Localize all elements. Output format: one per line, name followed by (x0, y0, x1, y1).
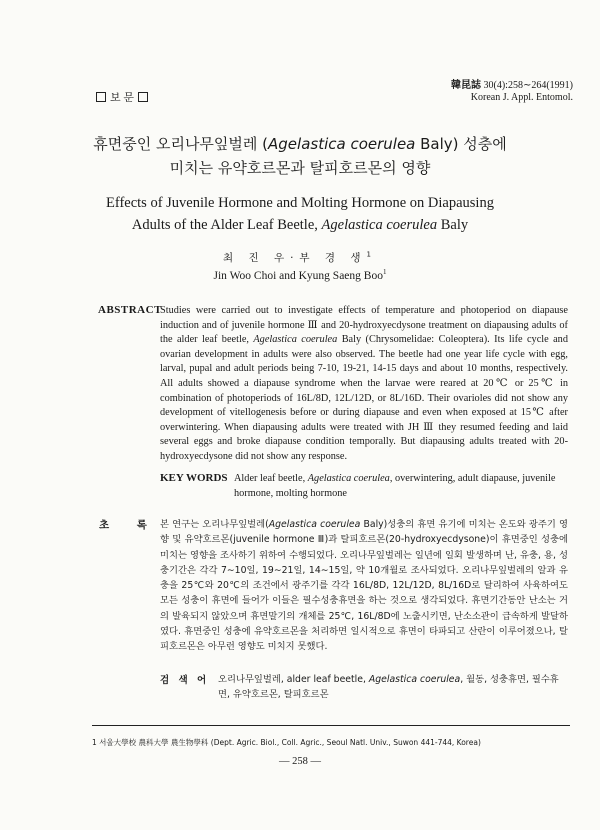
korean-keywords-label: 검 색 어 (160, 675, 210, 686)
abstract-label: ABSTRACT (98, 304, 162, 316)
authors-english (40, 268, 560, 282)
authors-en-affil-mark: 1 (382, 268, 387, 276)
title-korean (40, 132, 560, 180)
page-number: — 258 — (279, 756, 321, 767)
title-en-line2-post: Baly (437, 217, 469, 233)
korean-abstract-part2: Baly)성충의 휴면 유기에 미치는 온도와 광주기 영향 및 유약호르몬(juvenile hormone Ⅲ)과 탈피호르몬(20-hydroxyecdysone)이 휴면중인 성충에 미치는 영향을 조사하기 위하여 수행되었다. 오리나무잎벌레는 일년에 일회 발생하며 난, 유충, 용, 성충기간은 각각 7∼10일, 19∼21일, 14∼15일, 약 10개월로 조사되었다. 오리나무잎벌레의 알과 유충을 25℃와 20℃의 조건에서 광주기를 각각 16L/8D, 12L/12D, 8L/16D로 달리하여 사육하여도 모든 성충이 휴면에 들어가 이들은 필수성충휴면을 하는 것으로 생각되었다. 휴면기간동안 난소는 거의 발육되지 않았으며 휴면말기의 개체를 25℃, 16L/8D에 노출시키면, 난소소관이 급속하게 발달하였다. 휴면중인 성충에 유약호르몬을 처리하면 일시적으로 휴면이 타파되고 산란이 이루어졌으나, 탈피호르몬은 아무런 영향도 미치지 못했다. (160, 519, 569, 653)
keywords-species: Agelastica coerulea (307, 473, 390, 484)
journal-citation (451, 80, 573, 104)
title-en-line1: Effects of Juvenile Hormone and Molting Hormone on Diapausing (106, 195, 494, 211)
korean-keywords-pre: 오리나무잎벌레, alder leaf beetle, (218, 674, 369, 685)
title-en-line2-pre: Adults of the Alder Leaf Beetle, (131, 217, 322, 233)
abstract-species: Agelastica coerulea (253, 334, 338, 346)
footnote: 1 서울大學校 農科大學 農生物學科 (Dept. Agric. Biol., Coll. Agric., Seoul Natl. Univ., Suwon 441-744, Korea) (92, 738, 481, 747)
keywords-post: , overwintering, adult diapause, juvenile hormone, molting hormone (234, 473, 556, 499)
keywords-text (234, 472, 568, 501)
abstract-part2: Baly (Chrysomelidae: Coleoptera). Its life cycle and ovarian development in adults were also observed. The beetle had one year life cycle with egg, larval, pupal and adult periods being 7-10, 19-21, 14-15 days and about 10 months, respectively. All adults showed a diapause syndrome when the larvae were reared at 20℃ or 25℃ in combination of photoperiods of 16L/8D, 12L/12D, or 8L/16D. Their ovarioles did not show any development of vitellogenesis before or during diapause and even when exposed at 15℃ after overwintering. When diapausing adults were treated with JH Ⅲ they resumed feeding and laid several eggs and broke diapause condition temporally. But diapausing adults treated with 20-hydroxyecdysone did not show any response. (160, 334, 568, 462)
title-ko-line1-pre: 휴면중인 오리나무잎벌레 ( (93, 135, 269, 153)
abstract-part1: Studies were carried out to investigate effects of temperature and photoperiod on diapause induction and of juvenile hormone Ⅲ and 20-hydroxyecdysone treatment on diapausing adults of the alder leaf beetle, (160, 305, 568, 346)
section-tag (96, 89, 148, 105)
korean-abstract-text (160, 517, 568, 655)
korean-keywords-text (218, 672, 568, 703)
keywords-pre: Alder leaf beetle, (234, 473, 308, 484)
abstract-text (160, 304, 568, 465)
title-english (40, 192, 560, 236)
korean-keywords-species: Agelastica coerulea (368, 674, 461, 685)
journal-ko: 韓昆誌 (451, 80, 482, 91)
authors-ko-affil-mark: 1 (366, 250, 377, 259)
authors-ko-names: 최 진 우·부 경 생 (222, 252, 367, 264)
authors-korean (40, 250, 560, 265)
section-label: 보 문 (110, 92, 135, 104)
korean-abstract-part1: 본 연구는 오리나무잎벌레( (160, 519, 269, 530)
box-left-icon (96, 92, 106, 102)
korean-keywords-post: , 월동, 성충휴면, 필수휴면, 유약호르몬, 탈피호르몬 (218, 674, 559, 701)
title-ko-line2: 미치는 유약호르몬과 탈피호르몬의 영향 (169, 159, 431, 177)
footnote-divider (92, 725, 570, 726)
korean-abstract-label: 초 록 (99, 519, 147, 531)
box-right-icon (138, 92, 148, 102)
korean-abstract-species: Agelastica coerulea (268, 519, 361, 530)
authors-en-names: Jin Woo Choi and Kyung Saeng Boo (213, 269, 383, 282)
journal-en: Korean J. Appl. Entomol. (470, 92, 573, 103)
title-ko-species: Agelastica coerulea (268, 135, 416, 153)
title-en-species: Agelastica coerulea (321, 217, 438, 233)
title-ko-line1-post: Baly) 성충에 (415, 135, 507, 153)
keywords-label: KEY WORDS (160, 472, 228, 484)
journal-volume: 30(4):258∼264(1991) (481, 80, 573, 91)
